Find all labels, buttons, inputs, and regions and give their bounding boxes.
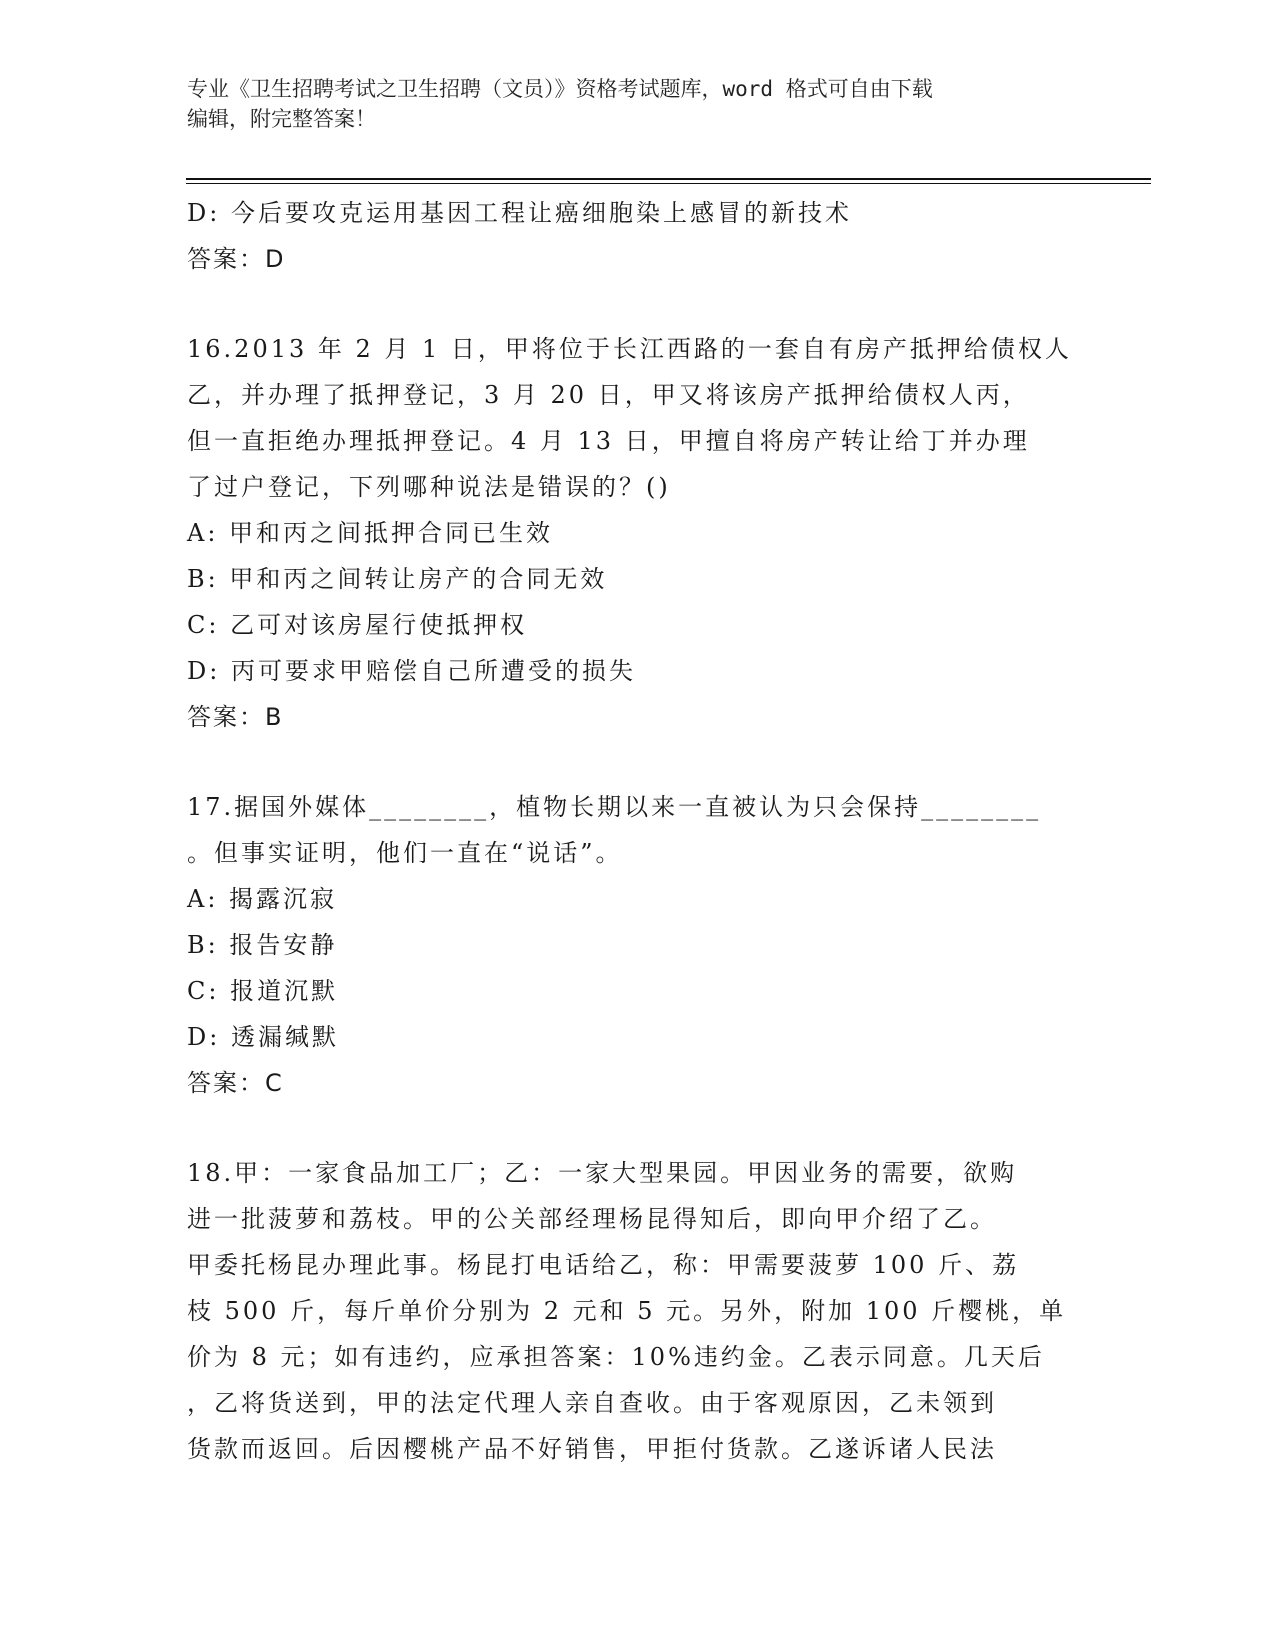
question-16-line-1: 16.2013 年 2 月 1 日，甲将位于长江西路的一套自有房产抵押给债权人: [187, 335, 1072, 363]
header-divider-thin: [186, 183, 1151, 184]
question-16: [187, 326, 1077, 740]
question-17: [187, 784, 1077, 1106]
question-17-line-1: 17.据国外媒体________，植物长期以来一直被认为只会保持________: [187, 793, 1042, 821]
question-16-line-4: 了过户登记，下列哪种说法是错误的？(): [187, 473, 671, 501]
question-18-line-2: 进一批菠萝和荔枝。甲的公关部经理杨昆得知后，即向甲介绍了乙。: [187, 1205, 997, 1233]
document-header: [187, 74, 1087, 134]
document-body: [187, 190, 1077, 1472]
question-18: [187, 1150, 1077, 1472]
question-gap: [187, 740, 1077, 784]
option-c: C: 报道沉默: [187, 977, 339, 1005]
option-d: D: 丙可要求甲赔偿自己所遭受的损失: [187, 657, 636, 685]
question-16-line-2: 乙，并办理了抵押登记，3 月 20 日，甲又将该房产抵押给债权人丙，: [187, 381, 1030, 409]
option-a: A: 揭露沉寂: [187, 885, 338, 913]
option-a: A: 甲和丙之间抵押合同已生效: [187, 519, 554, 547]
option-b: B: 甲和丙之间转让房产的合同无效: [187, 565, 608, 593]
question-18-line-1: 18.甲：一家食品加工厂；乙：一家大型果园。甲因业务的需要，欲购: [187, 1159, 1018, 1187]
answer-line: 答案：B: [187, 703, 284, 731]
question-gap: [187, 1106, 1077, 1150]
option-d: D: 透漏缄默: [187, 1023, 339, 1051]
header-divider-thick: [186, 178, 1151, 180]
question-16-line-3: 但一直拒绝办理抵押登记。4 月 13 日，甲擅自将房产转让给丁并办理: [187, 427, 1030, 455]
question-18-line-4: 枝 500 斤，每斤单价分别为 2 元和 5 元。另外，附加 100 斤樱桃，单: [187, 1297, 1067, 1325]
answer-line: 答案：D: [187, 245, 286, 273]
question-15-tail: [187, 190, 1077, 282]
question-18-line-7: 货款而返回。后因樱桃产品不好销售，甲拒付货款。乙遂诉诸人民法: [187, 1435, 997, 1463]
question-gap: [187, 282, 1077, 326]
option-d: D: 今后要攻克运用基因工程让癌细胞染上感冒的新技术: [187, 199, 852, 227]
question-18-line-5: 价为 8 元；如有违约，应承担答案：10%违约金。乙表示同意。几天后: [187, 1343, 1045, 1371]
header-line-2: 编辑，附完整答案！: [187, 107, 376, 131]
option-b: B: 报告安静: [187, 931, 338, 959]
question-17-line-2: 。但事实证明，他们一直在“说话”。: [187, 839, 623, 867]
question-18-line-6: ，乙将货送到，甲的法定代理人亲自查收。由于客观原因，乙未领到: [187, 1389, 997, 1417]
option-c: C: 乙可对该房屋行使抵押权: [187, 611, 528, 639]
header-line-1: 专业《卫生招聘考试之卫生招聘（文员）》资格考试题库，word 格式可自由下载: [187, 77, 933, 101]
question-18-line-3: 甲委托杨昆办理此事。杨昆打电话给乙，称：甲需要菠萝 100 斤、荔: [187, 1251, 1020, 1279]
answer-line: 答案：C: [187, 1069, 284, 1097]
